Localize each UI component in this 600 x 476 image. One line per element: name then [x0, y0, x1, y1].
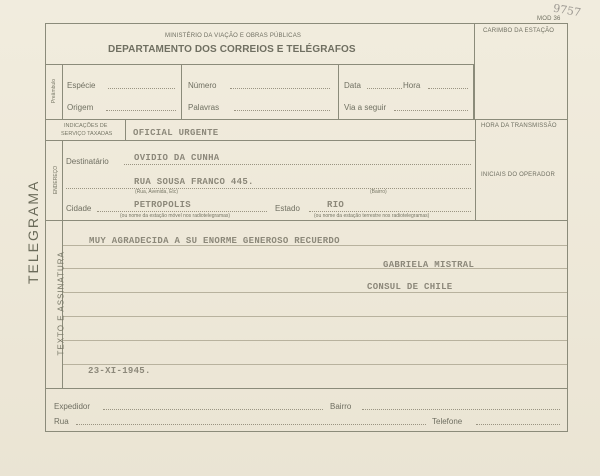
indicacoes-divider	[125, 119, 126, 140]
hora-line	[428, 88, 468, 89]
address-bottom	[45, 220, 568, 221]
data-label: Data	[344, 81, 361, 90]
indicacoes-label-1: INDICAÇÕES DE	[64, 123, 108, 129]
street-hint: (Rua, Avenida, Etc)	[135, 189, 178, 195]
signature-title: CONSUL DE CHILE	[367, 282, 453, 292]
message-line-1-text: MUY AGRADECIDA A SU ENORME GENEROSO RECUERDO	[89, 236, 340, 246]
origem-label: Origem	[67, 103, 94, 112]
estado-line	[309, 211, 471, 212]
message-line-3	[63, 292, 567, 293]
numero-label: Número	[188, 81, 217, 90]
destinatario-line	[124, 164, 471, 165]
telefone-line	[476, 424, 560, 425]
handwritten-number: 9757	[552, 1, 582, 20]
form-model: MOD 36	[537, 16, 561, 22]
especie-label: Espécie	[67, 81, 96, 90]
frame-left	[45, 23, 46, 432]
destinatario-value: OVIDIO DA CUNHA	[134, 153, 220, 163]
street-line	[66, 188, 471, 189]
estado-value: RIO	[327, 200, 345, 210]
estado-hint: (ou nome da estação terrestre nos radiotelegramas)	[314, 213, 430, 219]
preamble-col-2	[338, 64, 339, 119]
endereco-vertical-label: ENDEREÇO	[53, 165, 59, 195]
indicacoes-label-2: SERVIÇO TAXADAS	[61, 131, 113, 137]
telegram-vertical-title: TELEGRAMA	[25, 179, 41, 284]
estado-label: Estado	[275, 204, 300, 213]
expedidor-label: Expedidor	[54, 402, 91, 411]
expedidor-line	[103, 409, 323, 410]
address-side-column	[62, 140, 63, 220]
origem-line	[106, 110, 176, 111]
message-date: 23-XI-1945.	[88, 366, 151, 376]
message-line-2	[63, 268, 567, 269]
via-label: Via a seguir	[344, 103, 387, 112]
iniciais-operador-label: INICIAIS DO OPERADOR	[481, 172, 556, 178]
bairro-hint: (Bairro)	[370, 189, 387, 195]
via-line	[394, 110, 468, 111]
indicacoes-value: OFICIAL URGENTE	[133, 128, 219, 138]
street-value: RUA SOUSA FRANCO 445.	[134, 177, 254, 187]
texto-vertical-label: TEXTO E ASSINATURA	[56, 251, 66, 356]
preamble-vertical-label: Preâmbulo	[51, 78, 57, 104]
cidade-line	[97, 211, 267, 212]
preamble-top	[45, 64, 474, 65]
numero-line	[230, 88, 330, 89]
preamble-col-1	[181, 64, 182, 119]
hora-transmissao-label: HORA DA TRANSMISSÃO	[481, 123, 557, 129]
hora-label: Hora	[403, 81, 421, 90]
frame-right	[567, 23, 568, 432]
data-line	[367, 88, 402, 89]
carimbo-label: CARIMBO DA ESTAÇÃO	[483, 28, 555, 34]
destinatario-label: Destinatário	[66, 157, 109, 166]
header-right-divider	[474, 23, 475, 120]
right-info-column	[475, 119, 476, 220]
indicacoes-bottom	[45, 140, 475, 141]
rua-label: Rua	[54, 417, 69, 426]
signature-name: GABRIELA MISTRAL	[383, 260, 475, 270]
palavras-label: Palavras	[188, 103, 220, 112]
frame-bottom	[45, 431, 568, 432]
bairro-line	[362, 409, 560, 410]
department-title: DEPARTAMENTO DOS CORREIOS E TELÉGRAFOS	[108, 44, 356, 55]
message-line-6	[63, 364, 567, 365]
message-line-4	[63, 316, 567, 317]
telefone-label: Telefone	[432, 417, 463, 426]
message-line-5	[63, 340, 567, 341]
frame-top	[45, 23, 568, 24]
message-bottom	[45, 388, 568, 389]
preamble-bottom	[45, 119, 568, 120]
ministerio-text: MINISTÉRIO DA VIAÇÃO E OBRAS PÚBLICAS	[165, 33, 302, 39]
bairro-label: Bairro	[330, 402, 352, 411]
rua-line	[76, 424, 426, 425]
preamble-side-column	[62, 64, 63, 119]
cidade-label: Cidade	[66, 204, 92, 213]
cidade-value: PETROPOLIS	[134, 200, 192, 210]
especie-line	[108, 88, 175, 89]
cidade-hint: (ou nome da estação móvel nos radiotelegramas)	[120, 213, 231, 219]
palavras-line	[234, 110, 330, 111]
